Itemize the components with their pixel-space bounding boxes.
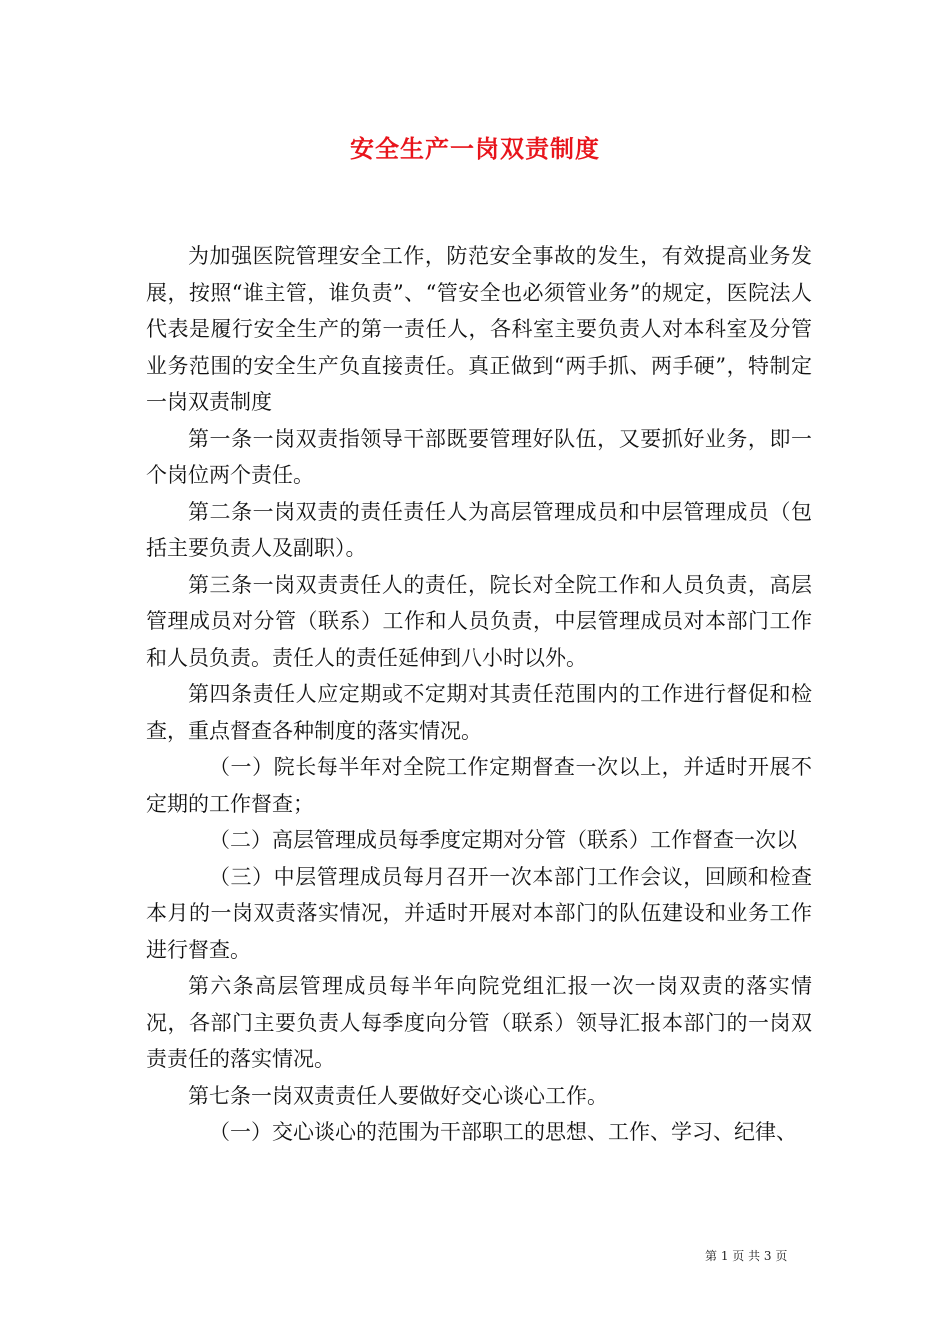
paragraph-article-6: 第六条高层管理成员每半年向院党组汇报一次一岗双责的落实情况，各部门主要负责人每季度向分管（联系）领导汇报本部门的一岗双责责任的落实情况。 (146, 974, 812, 1071)
paragraph-article-7: 第七条一岗双责责任人要做好交心谈心工作。 (188, 1083, 608, 1108)
paragraph-item-7-1: （一）交心谈心的范围为干部职工的思想、工作、学习、纪律、 (209, 1120, 797, 1144)
paragraph-article-2: 第二条一岗双责的责任责任人为高层管理成员和中层管理成员（包括主要负责人及副职）。 (146, 499, 812, 560)
paragraph-article-3: 第三条一岗双责责任人的责任，院长对全院工作和人员负责，高层管理成员对分管（联系）工作和人员负责，中层管理成员对本部门工作和人员负责。责任人的责任延伸到八小时以外。 (146, 572, 812, 670)
paragraph-item-4-3: （三）中层管理成员每月召开一次本部门工作会议，回顾和检查本月的一岗双责落实情况，并适时开展对本部门的队伍建设和业务工作进行督查。 (146, 864, 812, 962)
paragraph-article-1: 第一条一岗双责指领导干部既要管理好队伍，又要抓好业务，即一个岗位两个责任。 (146, 426, 812, 487)
document-title: 安全生产一岗双责制度 (350, 134, 600, 163)
document-body (146, 238, 812, 1151)
paragraph-intro: 为加强医院管理安全工作，防范安全事故的发生，有效提高业务发展，按照“谁主管，谁负责”、“管安全也必须管业务”的规定，医院法人代表是履行安全生产的第一责任人，各科室主要负责人对本科室及分管业务范围的安全生产负直接责任。真正做到“两手抓、两手硬”，特制定一岗双责制度 (146, 244, 812, 414)
page-number: 第 1 页 共 3 页 (705, 1249, 788, 1263)
paragraph-item-4-2: （二）高层管理成员每季度定期对分管（联系）工作督查一次以 (209, 828, 797, 852)
paragraph-item-4-1: （一）院长每半年对全院工作定期督查一次以上，并适时开展不定期的工作督查； (146, 755, 812, 816)
paragraph-article-4: 第四条责任人应定期或不定期对其责任范围内的工作进行督促和检查，重点督查各种制度的落实情况。 (146, 682, 812, 743)
